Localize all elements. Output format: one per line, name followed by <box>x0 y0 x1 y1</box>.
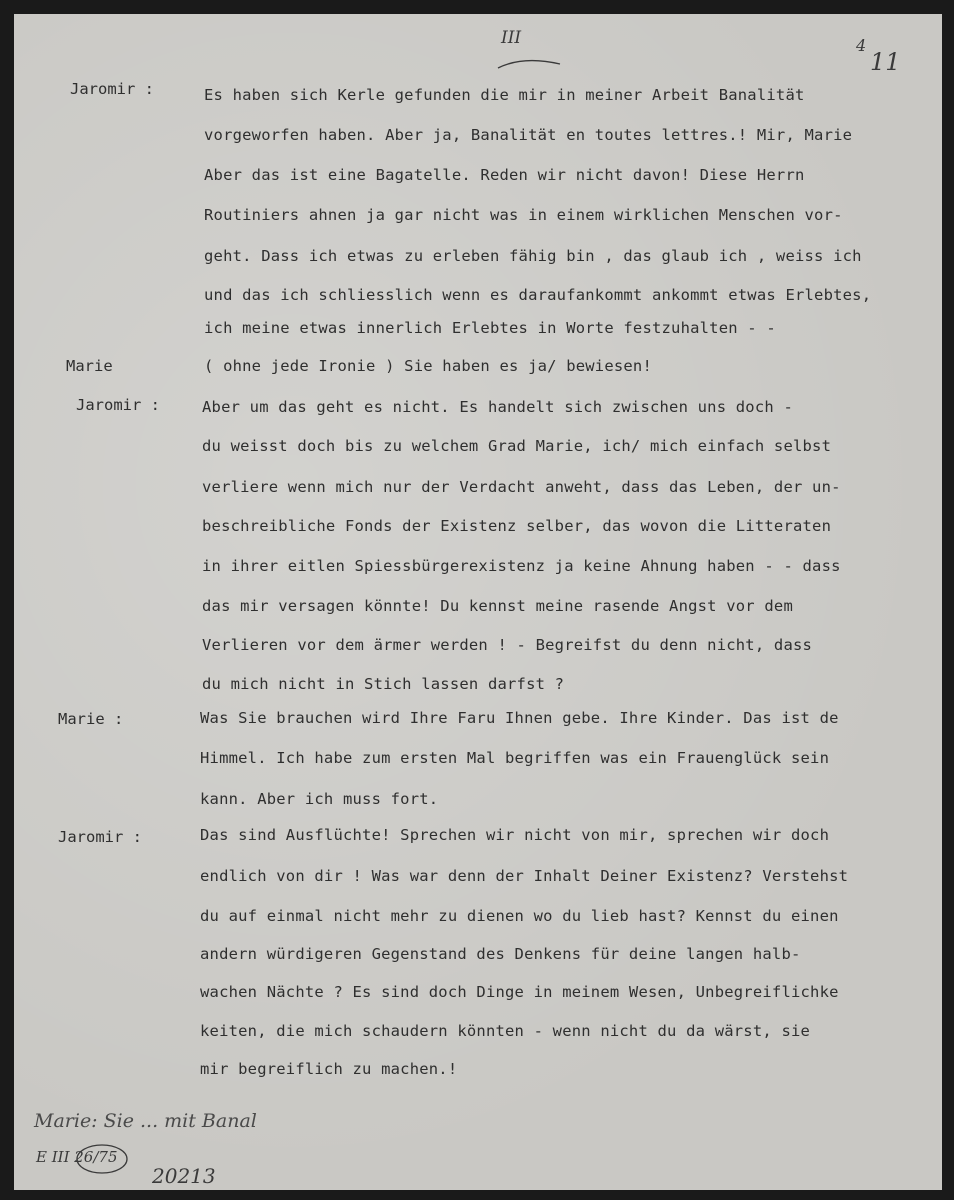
handwritten-note: Marie: Sie ... mit Banal <box>34 1110 257 1132</box>
document-page <box>14 14 942 1190</box>
speaker-label: Marie <box>66 357 113 375</box>
archive-number: 20213 <box>152 1164 216 1188</box>
script-line: Himmel. Ich habe zum ersten Mal begriffen was ein Frauenglück sein <box>200 749 830 767</box>
script-line: und das ich schliesslich wenn es daraufankommt ankommt etwas Erlebtes, <box>204 286 872 304</box>
script-line: beschreibliche Fonds der Existenz selber, das wovon die Litteraten <box>202 517 832 535</box>
script-line: ich meine etwas innerlich Erlebtes in Worte festzuhalten - - <box>204 319 776 337</box>
signature-circle-stroke <box>74 1142 134 1176</box>
script-line: du weisst doch bis zu welchem Grad Marie, ich/ mich einfach selbst <box>202 437 832 455</box>
folio-mark: III <box>501 28 522 48</box>
script-line: kann. Aber ich muss fort. <box>200 790 439 808</box>
script-line: Was Sie brauchen wird Ihre Faru Ihnen gebe. Ihre Kinder. Das ist de <box>200 709 839 727</box>
script-line: keiten, die mich schaudern könnten - wenn nicht du da wärst, sie <box>200 1022 811 1040</box>
script-line: Es haben sich Kerle gefunden die mir in meiner Arbeit Banalität <box>204 86 805 104</box>
script-line: ( ohne jede Ironie ) Sie haben es ja/ bewiesen! <box>204 357 652 375</box>
script-line: mir begreiflich zu machen.! <box>200 1060 458 1078</box>
script-line: verliere wenn mich nur der Verdacht anweht, dass das Leben, der un- <box>202 478 841 496</box>
archive-signature: E III 26/75 <box>36 1148 118 1166</box>
script-line: Aber das ist eine Bagatelle. Reden wir nicht davon! Diese Herrn <box>204 166 805 184</box>
speaker-label: Jaromir : <box>76 396 160 414</box>
script-line: Das sind Ausflüchte! Sprechen wir nicht von mir, sprechen wir doch <box>200 826 830 844</box>
script-line: vorgeworfen haben. Aber ja, Banalität en toutes lettres.! Mir, Marie <box>204 126 853 144</box>
script-line: endlich von dir ! Was war denn der Inhalt Deiner Existenz? Verstehst <box>200 867 849 885</box>
script-line: in ihrer eitlen Spiessbürgerexistenz ja keine Ahnung haben - - dass <box>202 557 841 575</box>
speaker-label: Jaromir : <box>58 828 142 846</box>
script-line: wachen Nächte ? Es sind doch Dinge in meinem Wesen, Unbegreiflichke <box>200 983 839 1001</box>
speaker-label: Marie : <box>58 710 124 728</box>
folio-underline-stroke <box>494 54 564 74</box>
script-line: andern würdigeren Gegenstand des Denkens für deine langen halb- <box>200 945 801 963</box>
corner-mark: 4 <box>856 36 867 55</box>
script-line: das mir versagen könnte! Du kennst meine rasende Angst vor dem <box>202 597 793 615</box>
script-line: du auf einmal nicht mehr zu dienen wo du lieb hast? Kennst du einen <box>200 907 839 925</box>
page-number: 11 <box>870 48 901 76</box>
script-line: Aber um das geht es nicht. Es handelt sich zwischen uns doch - <box>202 398 793 416</box>
script-line: du mich nicht in Stich lassen darfst ? <box>202 675 565 693</box>
script-line: Verlieren vor dem ärmer werden ! - Begreifst du denn nicht, dass <box>202 636 813 654</box>
speaker-label: Jaromir : <box>70 80 154 98</box>
script-line: Routiniers ahnen ja gar nicht was in einem wirklichen Menschen vor- <box>204 206 843 224</box>
script-line: geht. Dass ich etwas zu erleben fähig bin , das glaub ich , weiss ich <box>204 247 862 265</box>
